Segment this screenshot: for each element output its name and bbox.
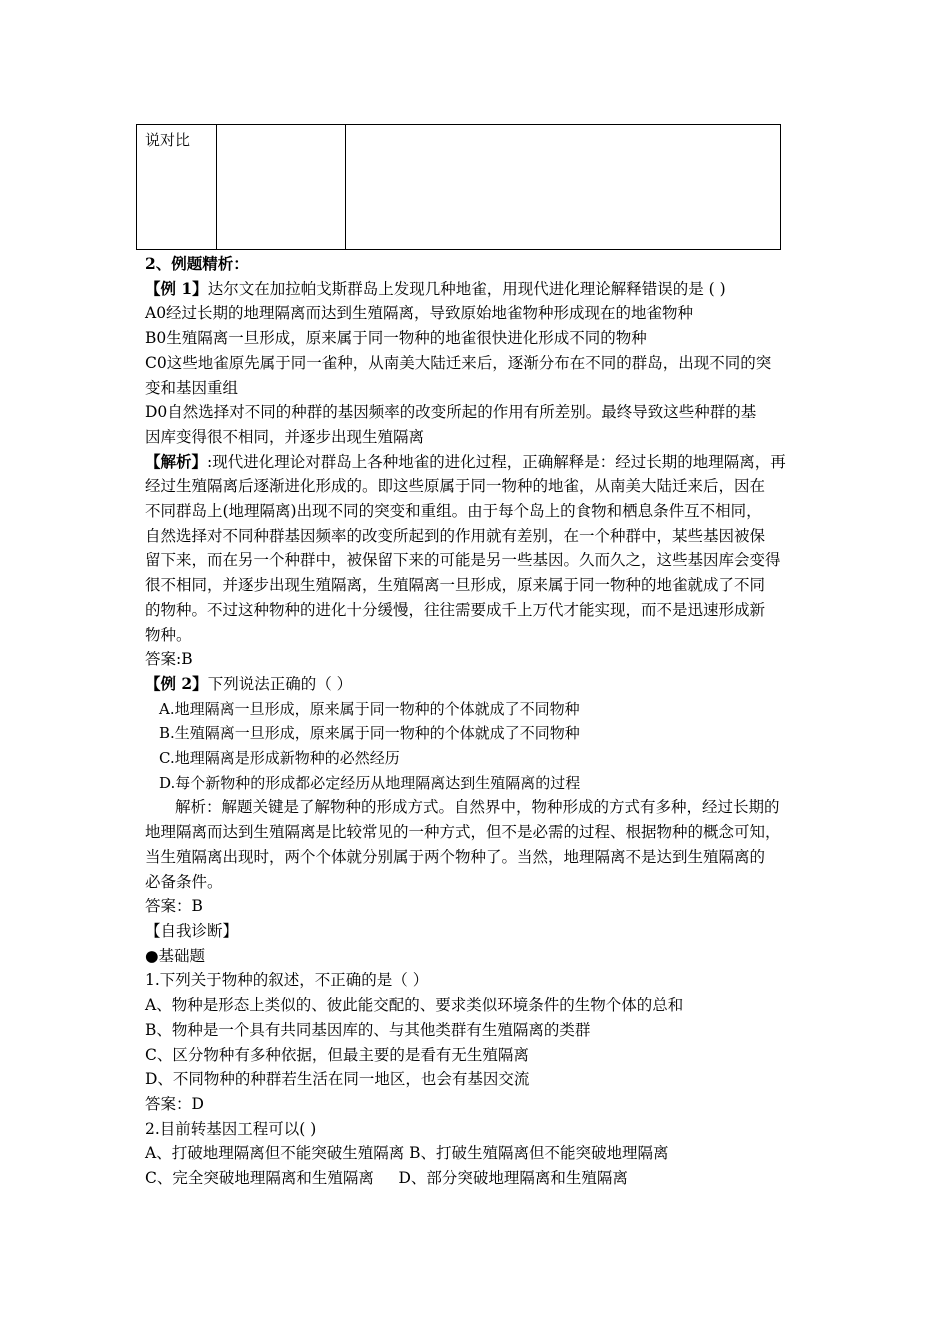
analysis-line: 解析：解题关键是了解物种的形成方式。自然界中，物种形成的方式有多种，经过长期的 xyxy=(175,798,780,817)
option-line: C、完全突破地理隔离和生殖隔离 D、部分突破地理隔离和生殖隔离 xyxy=(145,1169,628,1188)
q2-question: 2.目前转基因工程可以( ) xyxy=(145,1119,317,1138)
option-line: A、物种是形态上类似的、彼此能交配的、要求类似环境条件的生物个体的总和 xyxy=(145,996,684,1015)
analysis-line: 当生殖隔离出现时，两个个体就分别属于两个物种了。当然，地理隔离不是达到生殖隔离的 xyxy=(145,847,766,866)
answer-line: 答案:B xyxy=(145,650,193,669)
table-row xyxy=(137,125,781,250)
option-line: 变和基因重组 xyxy=(145,378,239,397)
option-line: D、不同物种的种群若生活在同一地区，也会有基因交流 xyxy=(145,1070,530,1089)
example2-question xyxy=(145,672,810,697)
option-line: C、区分物种有多种依据，但最主要的是看有无生殖隔离 xyxy=(145,1045,529,1064)
option-line: A、打破地理隔离但不能突破生殖隔离 B、打破生殖隔离但不能突破地理隔离 xyxy=(145,1144,669,1163)
basic-title: ●基础题 xyxy=(145,946,206,965)
table-cell xyxy=(217,125,346,250)
analysis-line: 的物种。不过这种物种的进化十分缓慢，往往需要成千上万代才能实现，而不是迅速形成新 xyxy=(145,600,766,619)
analysis-line: 物种。 xyxy=(145,625,192,644)
option-line: B.生殖隔离一旦形成，原来属于同一物种的个体就成了不同物种 xyxy=(159,724,580,743)
option-line: A.地理隔离一旦形成，原来属于同一物种的个体就成了不同物种 xyxy=(159,699,580,718)
table-cell: 说对比 xyxy=(137,125,217,250)
question-text: 达尔文在加拉帕戈斯群岛上发现几种地雀，用现代进化理论解释错误的是 ( ) xyxy=(207,279,726,298)
option-line: B0生殖隔离一旦形成，原来属于同一物种的地雀很快进化形成不同的物种 xyxy=(145,329,647,348)
analysis-line: 留下来，而在另一个种群中，被保留下来的可能是另一些基因。久而久之，这些基因库会变得 xyxy=(145,551,781,570)
option-line: D0自然选择对不同的种群的基因频率的改变所起的作用有所差别。最终导致这些种群的基 xyxy=(145,403,757,422)
table-cell xyxy=(346,125,781,250)
example1-question xyxy=(145,277,810,302)
option-line: 因库变得很不相同，并逐步出现生殖隔离 xyxy=(145,427,425,446)
analysis-text: :现代进化理论对群岛上各种地雀的进化过程，正确解释是：经过长期的地理隔离，再 xyxy=(207,452,786,471)
answer-line: 答案：D xyxy=(145,1094,204,1113)
analysis-tag: 【解析】 xyxy=(145,451,208,471)
analysis-line: 自然选择对不同种群基因频率的改变所起到的作用就有差别，在一个种群中，某些基因被保 xyxy=(145,526,766,545)
section-title: 2、例题精析： xyxy=(145,254,249,273)
analysis-line xyxy=(145,450,810,475)
option-line: D.每个新物种的形成都必定经历从地理隔离达到生殖隔离的过程 xyxy=(159,773,581,792)
q1-question: 1.下列关于物种的叙述，不正确的是（ ） xyxy=(145,971,429,990)
example-tag: 【例 1】 xyxy=(145,278,208,298)
comparison-table xyxy=(136,124,781,250)
document-body xyxy=(145,252,810,1191)
option-line: C.地理隔离是形成新物种的必然经历 xyxy=(159,749,400,768)
self-check-title: 【自我诊断】 xyxy=(145,921,239,940)
question-text: 下列说法正确的（ ） xyxy=(207,674,353,693)
option-line: B、物种是一个具有共同基因库的、与其他类群有生殖隔离的类群 xyxy=(145,1020,591,1039)
answer-line: 答案：B xyxy=(145,897,203,916)
analysis-line: 地理隔离而达到生殖隔离是比较常见的一种方式，但不是必需的过程、根据物种的概念可知， xyxy=(145,823,781,842)
option-line: A0经过长期的地理隔离而达到生殖隔离，导致原始地雀物种形成现在的地雀物种 xyxy=(145,304,694,323)
analysis-line: 经过生殖隔离后逐渐进化形成的。即这些原属于同一物种的地雀，从南美大陆迁来后，因在 xyxy=(145,477,766,496)
example-tag: 【例 2】 xyxy=(145,673,208,693)
analysis-line: 必备条件。 xyxy=(145,872,223,891)
option-line: C0这些地雀原先属于同一雀种，从南美大陆迁来后，逐渐分布在不同的群岛，出现不同的突 xyxy=(145,353,772,372)
analysis-line: 不同群岛上(地理隔离)出现不同的突变和重组。由于每个岛上的食物和栖息条件互不相同， xyxy=(145,502,762,521)
analysis-line: 很不相同，并逐步出现生殖隔离，生殖隔离一旦形成，原来属于同一物种的地雀就成了不同 xyxy=(145,576,766,595)
